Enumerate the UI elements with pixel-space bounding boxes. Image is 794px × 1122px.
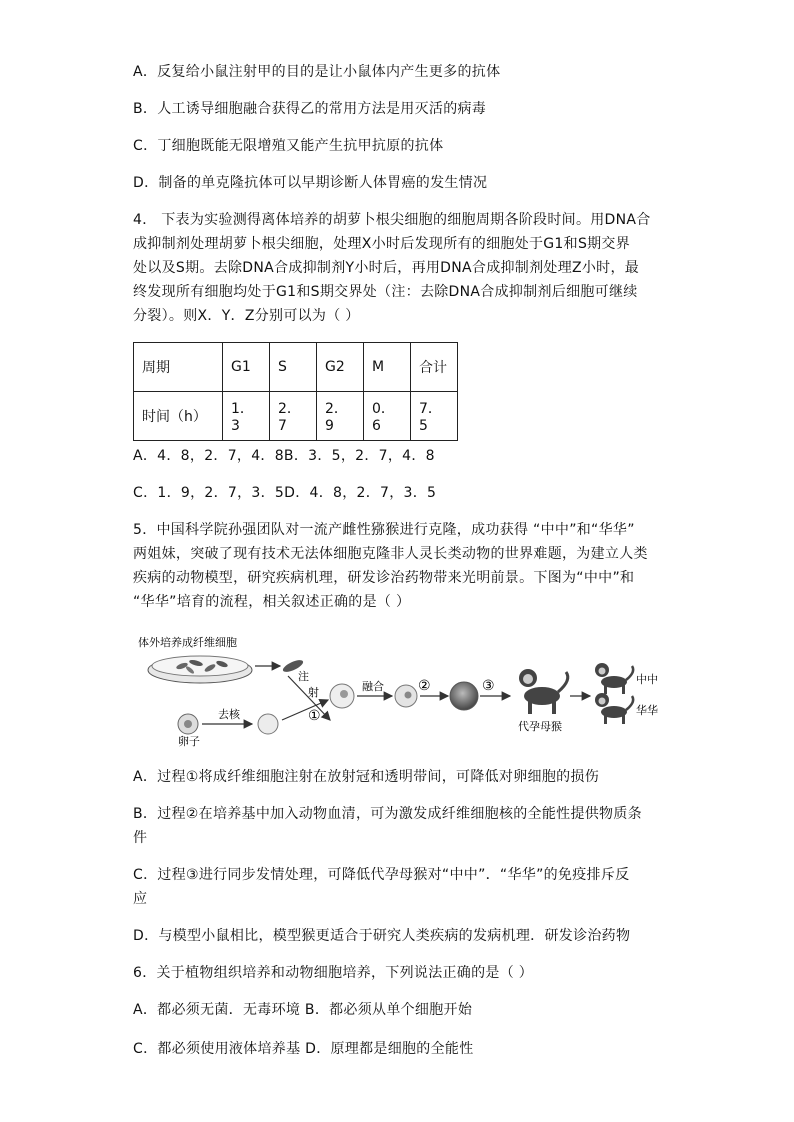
q5-stem-line-1: 5．中国科学院孙强团队对一流产雌性猕猴进行克隆，成功获得 “中中”和“华华”: [133, 522, 635, 538]
q6-stem: 6．关于植物组织培养和动物细胞培养，下列说法正确的是（ ）: [133, 965, 534, 981]
q5-stem-line-2: 两姐妹，突破了现有技术无法体细胞克隆非人灵长类动物的世界难题，为建立人类: [133, 546, 648, 562]
q4-stem-line-3: 处以及S期。去除DNA合成抑制剂Y小时后，再用DNA合成抑制剂处理Z小时，最: [133, 260, 640, 276]
monkey-label-huahua: 华华: [636, 704, 658, 717]
q4-stem-line-5: 分裂）。则X．Y．Z分别可以为（ ）: [133, 308, 360, 324]
table-cell: S: [270, 343, 317, 392]
step-3-label: ③: [482, 678, 495, 694]
table-cell: 2．9: [317, 392, 364, 441]
enucleate-label: 去核: [218, 708, 240, 721]
q3-option-d: D．制备的单克隆抗体可以早期诊断人体胃癌的发生情况: [133, 175, 488, 191]
culture-label: 体外培养成纤维细胞: [138, 636, 237, 649]
cloning-process-diagram: [130, 628, 670, 748]
q3-option-c: C．丁细胞既能无限增殖又能产生抗甲抗原的抗体: [133, 138, 444, 154]
q3-option-a: A．反复给小鼠注射甲的目的是让小鼠体内产生更多的抗体: [133, 64, 501, 80]
table-header-row: [134, 343, 458, 392]
q4-stem-line-1: 4． 下表为实验测得离体培养的胡萝卜根尖细胞的细胞周期各阶段时间。用DNA合: [133, 212, 651, 228]
q5-stem-line-4: “华华”培育的流程，相关叙述正确的是（ ）: [133, 594, 411, 610]
surrogate-label: 代孕母猴: [518, 720, 562, 733]
table-cell: 7．5: [411, 392, 458, 441]
q5-option-d: D．与模型小鼠相比，模型猴更适合于研究人类疾病的发病机理．研发诊治药物: [133, 928, 631, 944]
q5-option-b: B．过程②在培养基中加入动物血清，可为激发成纤维细胞核的全能性提供物质条: [133, 806, 642, 822]
monkey-zhongzhong-icon: [595, 663, 633, 694]
embryo-icon: [450, 682, 478, 710]
step-2-label: ②: [418, 678, 431, 694]
table-cell: G2: [317, 343, 364, 392]
culture-dish-icon: [148, 656, 252, 683]
table-cell: M: [364, 343, 411, 392]
table-cell: 0．6: [364, 392, 411, 441]
q4-options-ab: A．4．8，2．7，4．8B．3．5，2．7，4．8: [133, 448, 435, 464]
q5-stem-line-3: 疾病的动物模型，研究疾病机理，研发诊治药物带来光明前景。下图为“中中”和: [133, 570, 635, 586]
inject-label-1: 注: [298, 670, 309, 683]
q5-option-a: A．过程①将成纤维细胞注射在放射冠和透明带间，可降低对卵细胞的损伤: [133, 769, 600, 785]
egg-label: 卵子: [178, 735, 200, 748]
egg-nucleus-icon: [184, 720, 192, 728]
table-cell: 时间（h）: [134, 392, 223, 441]
enucleated-egg-icon: [258, 714, 278, 734]
q3-option-b: B．人工诱导细胞融合获得乙的常用方法是用灭活的病毒: [133, 101, 487, 117]
q5-option-c-cont: 应: [133, 891, 148, 907]
table-cell: 2．7: [270, 392, 317, 441]
q5-option-c: C．过程③进行同步发情处理，可降低代孕母猴对“中中”．“华华”的免疫排斥反: [133, 867, 630, 883]
table-cell: 周期: [134, 343, 223, 392]
fused-nucleus-icon: [405, 692, 412, 699]
q5-option-b-cont: 件: [133, 830, 148, 846]
monkey-huahua-icon: [595, 693, 633, 724]
step-1-label: ①: [308, 708, 321, 724]
q4-stem-line-2: 成抑制剂处理胡萝卜根尖细胞，处理X小时后发现所有的细胞处于G1和S期交界: [133, 236, 631, 252]
table-cell: 合计: [411, 343, 458, 392]
fusion-label: 融合: [362, 680, 384, 693]
q6-options-ab: A．都必须无菌．无毒环境 B．都必须从单个细胞开始: [133, 1002, 473, 1018]
table-cell: 1．3: [223, 392, 270, 441]
table-cell: G1: [223, 343, 270, 392]
q4-options-cd: C．1．9，2．7，3．5D．4．8，2．7，3．5: [133, 485, 437, 501]
q4-stem-line-4: 终发现所有细胞均处于G1和S期交界处（注：去除DNA合成抑制剂后细胞可继续: [133, 284, 638, 300]
inject-label-2: 射: [308, 686, 319, 699]
q6-options-cd: C．都必须使用液体培养基 D．原理都是细胞的全能性: [133, 1041, 474, 1057]
surrogate-monkey-icon: [519, 669, 568, 714]
donor-nucleus-icon: [340, 690, 348, 698]
monkey-label-zhongzhong: 中中: [636, 673, 658, 686]
cell-cycle-table: [133, 342, 458, 441]
table-row: [134, 392, 458, 441]
